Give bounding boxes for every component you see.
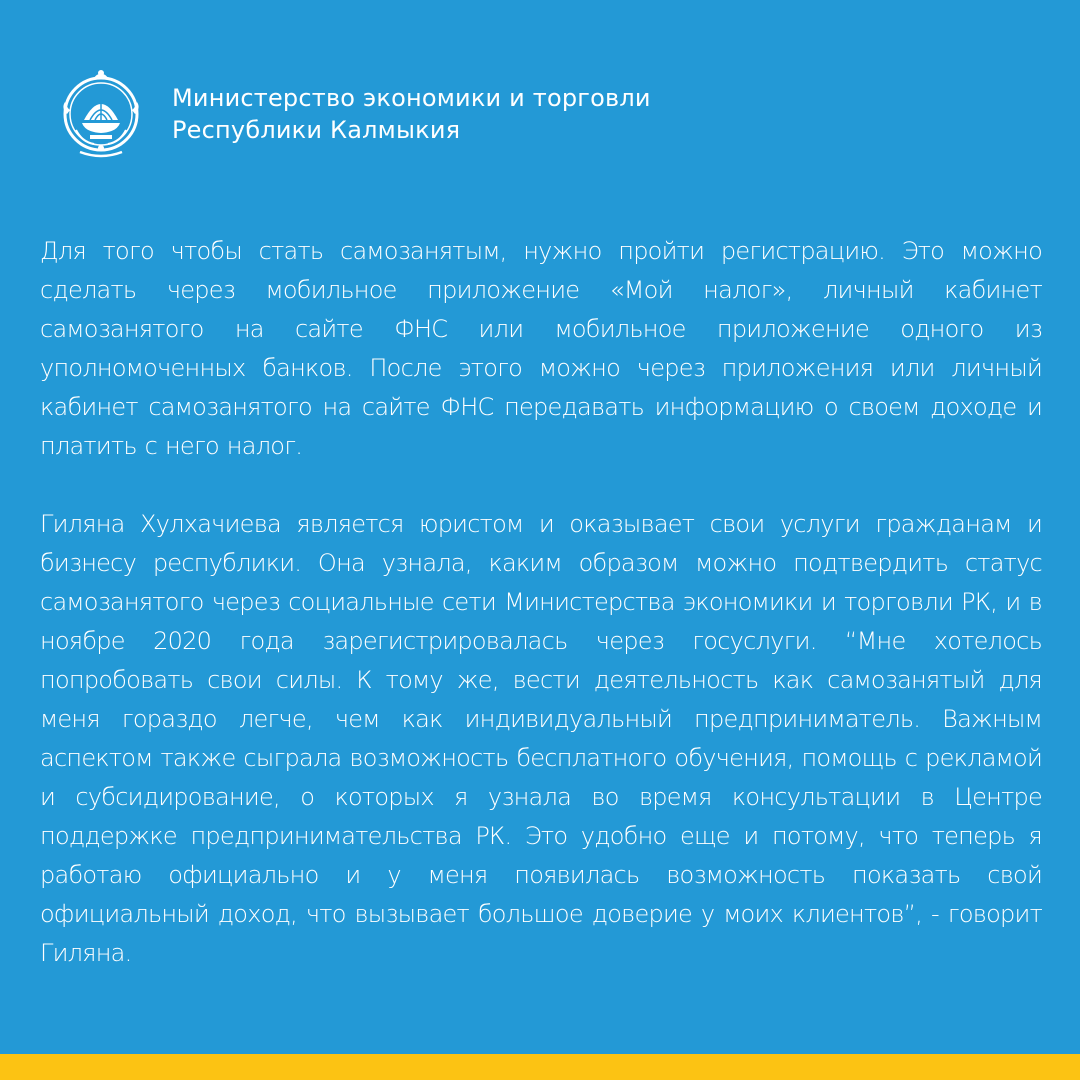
article-paragraph-registration: Для того чтобы стать самозанятым, нужно пройти регистрацию. Это можно сделать через мобильное приложение «Мой налог», личный кабинет самозанятого на сайте ФНС или мобильное приложение одного из уполномоченных банков. После этого можно через приложения или личный кабинет самозанятого на сайте ФНС передавать информацию о своем доходе и платить с него налог. [40,237,1042,460]
article-paragraph-testimonial: Гиляна Хулхачиева является юристом и оказывает свои услуги гражданам и бизнесу республики. Она узнала, каким образом можно подтвердить статус самозанятого через социальные сети Министерства экономики и торговли РК, и в ноябре 2020 года зарегистрировалась через госуслуги. “Мне хотелось попробовать свои силы. К тому же, вести деятельность как самозанятый для меня гораздо легче, чем как индивидуальный предприниматель. Важным аспектом также сыграла возможность бесплатного обучения, помощь с рекламой и субсидирование, о которых я узнала во время консультации в Центре поддержке предпринимательства РК. Это удобно еще и потому, что теперь я работаю официально и у меня появилась возможность показать свой официальный доход, что вызывает большое доверие у моих клиентов”, - говорит Гиляна. [40,510,1042,967]
ministry-header [60,68,651,160]
bottom-accent-bar [0,1054,1080,1080]
ministry-name-line-1: Министерство экономики и торговли [172,84,651,112]
ministry-name-line-2: Республики Калмыкия [172,116,461,144]
ministry-name [172,82,651,146]
article-body [40,232,1042,973]
kalmykia-emblem-icon [60,68,142,160]
